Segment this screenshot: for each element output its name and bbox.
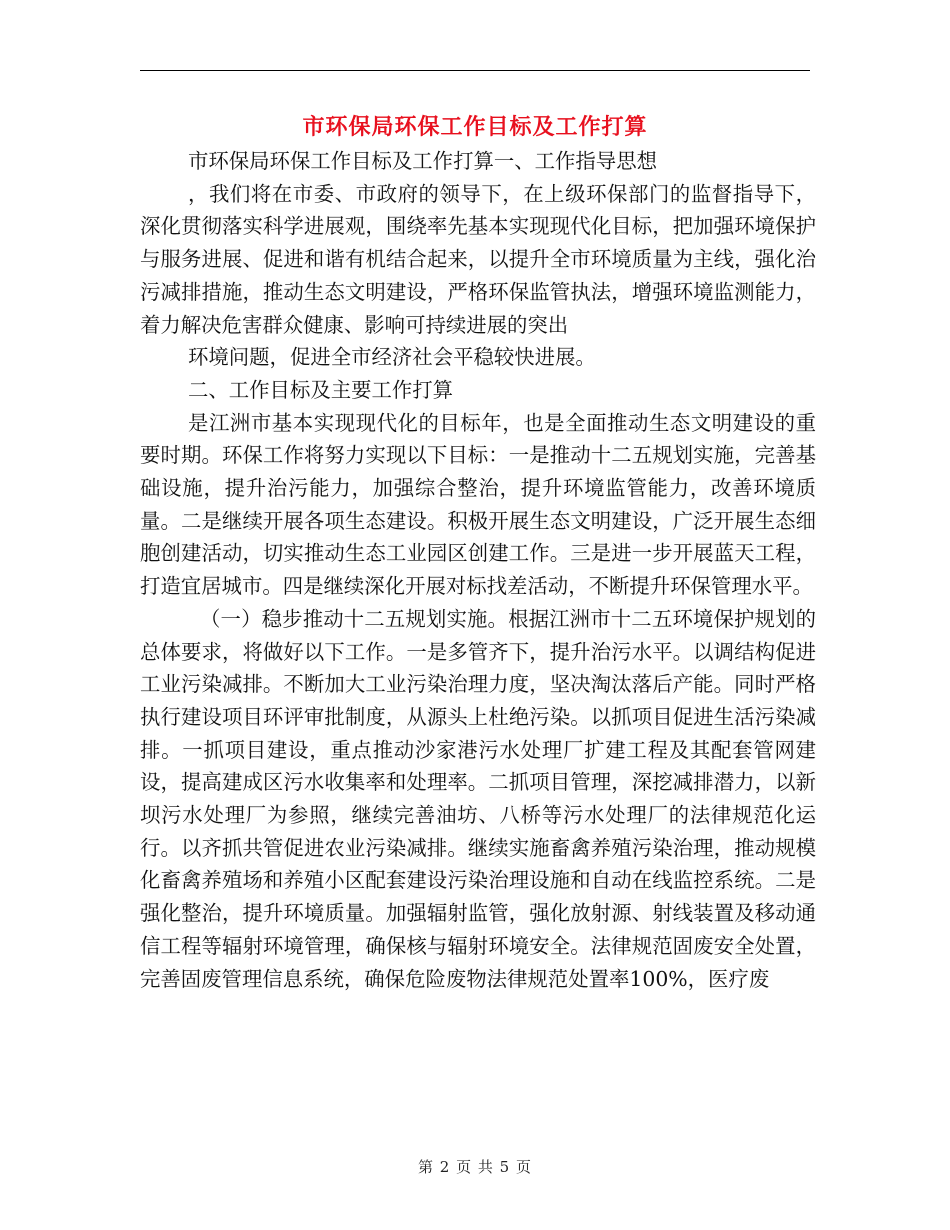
paragraph-intro: 市环保局环保工作目标及工作打算一、工作指导思想 [188,149,657,173]
page-number: 第 2 页 共 5 页 [418,1158,532,1176]
paragraph-goals: 是江洲市基本实现现代化的目标年，也是全面推动生态文明建设的重要时期。环保工作将努力实现以下目标：一是推动十二五规划实施，完善基础设施，提升治污能力，加强综合整治，提升环境监管能力，改善环境质量。二是继续开展各项生态建设。积极开展生态文明建设，广泛开展生态细胞创建活动，切实推动生态工业园区创建工作。三是进一步开展蓝天工程，打造宜居城市。四是继续深化开展对标找差活动，不断提升环保管理水平。 [140,410,816,599]
paragraph-guiding-thought: ，我们将在市委、市政府的领导下，在上级环保部门的监督指导下，深化贯彻落实科学进展观，围绕率先基本实现现代化目标，把加强环境保护与服务进展、促进和谐有机结合起来，以提升全市环境质量为主线，强化治污减排措施，推动生态文明建设，严格环保监管执法，增强环境监测能力，着力解决危害群众健康、影响可持续进展的突出 [140,181,816,337]
header-rule [140,70,810,71]
paragraph-environment-issue: 环境问题，促进全市经济社会平稳较快进展。 [188,345,596,370]
document-body [140,145,816,995]
section-heading-goals: 二、工作目标及主要工作打算 [188,377,454,402]
document-title: 市环保局环保工作目标及工作打算 [302,114,648,140]
paragraph-plan-implementation: （一）稳步推动十二五规划实施。根据江洲市十二五环境保护规划的总体要求，将做好以下工作。一是多管齐下，提升治污水平。以调结构促进工业污染减排。不断加大工业污染治理力度，坚决淘汰落后产能。同时严格执行建设项目环评审批制度，从源头上杜绝污染。以抓项目促进生活污染减排。一抓项目建设，重点推动沙家港污水处理厂扩建工程及其配套管网建设，提高建成区污水收集率和处理率。二抓项目管理，深挖减排潜力，以新坝污水处理厂为参照，继续完善油坊、八桥等污水处理厂的法律规范化运行。以齐抓共管促进农业污染减排。继续实施畜禽养殖污染治理，推动规模化畜禽养殖场和养殖小区配套建设污染治理设施和自动在线监控系统。二是强化整治，提升环境质量。加强辐射监管，强化放射源、射线装置及移动通信工程等辐射环境管理，确保核与辐射环境安全。法律规范固废安全处置，完善固废管理信息系统，确保危险废物法律规范处置率100%，医疗废 [140,606,816,991]
